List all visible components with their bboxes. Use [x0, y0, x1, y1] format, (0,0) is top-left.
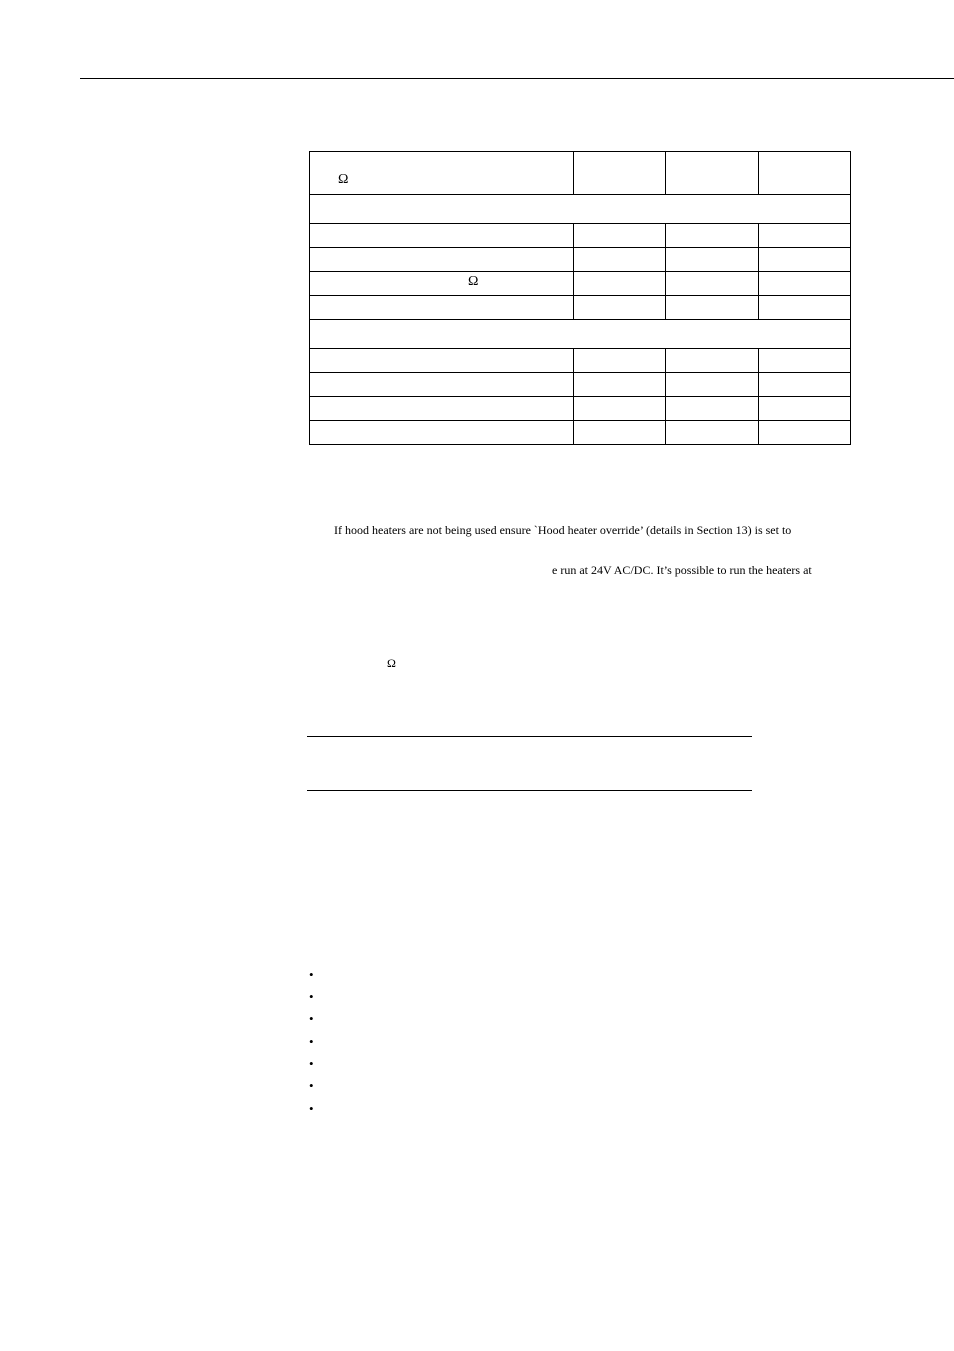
table-cell [310, 248, 574, 272]
omega-symbol: Ω [338, 172, 349, 187]
bullet-marker: • [309, 1078, 314, 1093]
table-cell [666, 224, 759, 248]
bullet-marker: • [309, 1011, 314, 1026]
list-item [309, 1035, 314, 1048]
table-row [310, 224, 851, 248]
table-cell [574, 296, 666, 320]
table-cell [310, 296, 574, 320]
bullet-marker: • [309, 967, 314, 982]
table-header-cell [574, 152, 666, 195]
table-cell [666, 421, 759, 445]
table-cell [574, 421, 666, 445]
table-row [310, 349, 851, 373]
table-cell [310, 373, 574, 397]
table-cell [574, 397, 666, 421]
table-cell [574, 248, 666, 272]
omega-symbol: Ω [468, 274, 479, 289]
bullet-marker: • [309, 1101, 314, 1116]
override-note-paragraph: If hood heaters are not being used ensure `Hood heater override’ (details in Section 13) is set to [334, 523, 792, 537]
table-cell [759, 349, 851, 373]
list-item [309, 1102, 314, 1115]
header-rule [80, 78, 954, 79]
table-header-cell [666, 152, 759, 195]
bullet-marker: • [309, 1034, 314, 1049]
table-cell [759, 397, 851, 421]
table-section-cell [310, 195, 851, 224]
table-cell [666, 349, 759, 373]
omega-symbol: Ω [387, 656, 396, 670]
table-row [310, 272, 851, 296]
table-row [310, 373, 851, 397]
table-cell [666, 272, 759, 296]
table-header-cell [310, 152, 574, 195]
bullet-marker: • [309, 1056, 314, 1071]
list-item [309, 968, 314, 981]
table-cell [574, 224, 666, 248]
table-cell [310, 349, 574, 373]
table-cell [574, 349, 666, 373]
table-header-cell [759, 152, 851, 195]
table-cell [310, 272, 574, 296]
table-cell [759, 421, 851, 445]
table-header-row [310, 152, 851, 195]
table-section-row [310, 320, 851, 349]
table-row [310, 421, 851, 445]
table-cell [310, 224, 574, 248]
table-row [310, 397, 851, 421]
table-cell [666, 373, 759, 397]
table-section-cell [310, 320, 851, 349]
list-item [309, 1079, 314, 1092]
voltage-note-paragraph: e run at 24V AC/DC. It’s possible to run the heaters at [552, 563, 812, 577]
note-box-bottom-rule [307, 790, 752, 791]
table-cell [574, 373, 666, 397]
table-cell [310, 421, 574, 445]
bullet-marker: • [309, 989, 314, 1004]
list-item [309, 1012, 314, 1025]
table-row [310, 296, 851, 320]
table-row [310, 248, 851, 272]
table-cell [666, 248, 759, 272]
heater-spec-table [309, 151, 851, 445]
table-cell [759, 248, 851, 272]
note-box-top-rule [307, 736, 752, 737]
table-cell [574, 272, 666, 296]
table-cell [666, 397, 759, 421]
table-cell [759, 224, 851, 248]
table-section-row [310, 195, 851, 224]
list-item [309, 990, 314, 1003]
table-cell [759, 296, 851, 320]
table-cell [666, 296, 759, 320]
list-item [309, 1057, 314, 1070]
table-cell [759, 272, 851, 296]
table-cell [310, 397, 574, 421]
table-cell [759, 373, 851, 397]
